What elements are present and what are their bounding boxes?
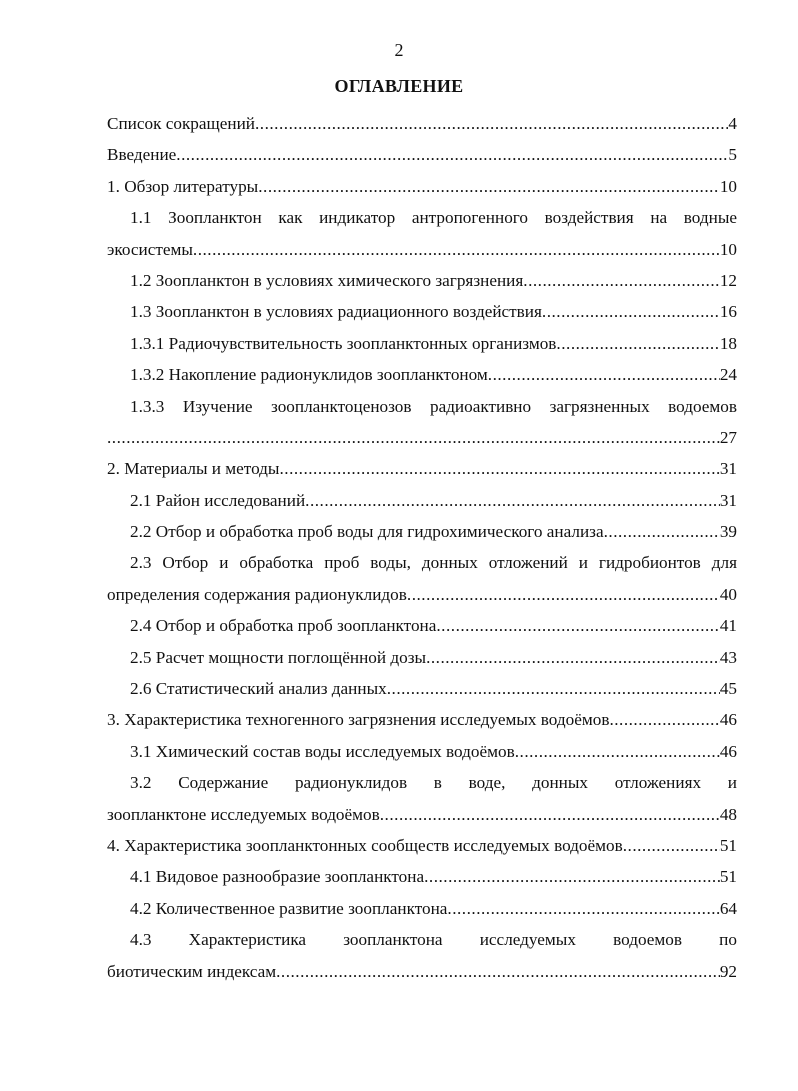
dot-leader bbox=[276, 956, 720, 987]
dot-leader bbox=[426, 642, 720, 673]
toc-entry-page: 43 bbox=[719, 647, 737, 667]
toc-word: Изучение bbox=[182, 396, 253, 416]
toc-entry-page: 48 bbox=[719, 804, 737, 824]
toc-entry-title: 2.2 Отбор и обработка проб воды для гидрохимического анализа bbox=[130, 522, 604, 542]
toc-entry-page: 18 bbox=[719, 333, 737, 353]
toc-entry-page: 39 bbox=[719, 522, 737, 542]
toc-word: 4.3 bbox=[130, 930, 152, 950]
toc-entry[interactable] bbox=[107, 328, 737, 359]
toc-word: зоопланктоценозов bbox=[271, 396, 412, 416]
toc-word: воде, bbox=[468, 773, 506, 793]
toc-entry-title: 3. Характеристика техногенного загрязнения исследуемых водоёмов bbox=[107, 710, 610, 730]
toc-entry-title: определения содержания радионуклидов bbox=[107, 584, 407, 604]
toc-word: индикатор bbox=[319, 208, 396, 228]
toc-word: в bbox=[433, 773, 442, 793]
toc-entry-page: 40 bbox=[719, 584, 737, 604]
toc-entry-title: биотическим индексам bbox=[107, 961, 277, 981]
toc-word: проб bbox=[324, 553, 360, 573]
toc-entry-title: 1.3.2 Накопление радионуклидов зоопланктоном bbox=[130, 365, 488, 385]
toc-entry-page: 92 bbox=[719, 961, 737, 981]
toc-entry-title: 2.6 Статистический анализ данных bbox=[130, 679, 387, 699]
toc-entry-title: 1. Обзор литературы bbox=[107, 176, 259, 196]
toc-entry-title: 1.3 Зоопланктон в условиях радиационного воздействия bbox=[130, 302, 542, 322]
toc-entry[interactable] bbox=[107, 265, 737, 296]
toc-entry-page: 31 bbox=[719, 459, 737, 479]
toc-entry[interactable] bbox=[107, 861, 737, 892]
toc-entry-page: 24 bbox=[719, 365, 737, 385]
dot-leader bbox=[380, 799, 720, 830]
toc-word: исследуемых bbox=[479, 930, 576, 950]
toc-word: воздействия bbox=[544, 208, 634, 228]
toc-entry-line bbox=[107, 202, 737, 233]
toc-entry-page: 45 bbox=[719, 679, 737, 699]
toc-word: как bbox=[278, 208, 303, 228]
toc-entry-page: 64 bbox=[719, 898, 737, 918]
toc-entry-page: 46 bbox=[719, 741, 737, 761]
toc-word: 2.3 bbox=[130, 553, 152, 573]
toc-entry[interactable] bbox=[107, 704, 737, 735]
dot-leader bbox=[623, 830, 720, 861]
toc-entry[interactable] bbox=[107, 234, 737, 265]
toc-entry-line bbox=[107, 767, 737, 798]
toc-word: радионуклидов bbox=[294, 773, 408, 793]
toc-entry[interactable] bbox=[107, 296, 737, 327]
toc-word: антропогенного bbox=[411, 208, 529, 228]
toc-word: 1.1 bbox=[130, 208, 152, 228]
toc-word: и bbox=[578, 553, 588, 573]
toc-word: и bbox=[219, 553, 229, 573]
toc-word: водные bbox=[683, 208, 737, 228]
toc-entry[interactable] bbox=[107, 893, 737, 924]
toc-word: донных bbox=[421, 553, 478, 573]
toc-entry-title: Список сокращений bbox=[107, 114, 255, 133]
toc-word: водоемов bbox=[668, 396, 737, 416]
toc-word: Характеристика bbox=[188, 930, 307, 950]
dot-leader bbox=[305, 485, 720, 516]
toc-entry-title: 2.5 Расчет мощности поглощённой дозы bbox=[130, 647, 427, 667]
toc-entry[interactable] bbox=[107, 516, 737, 547]
toc-entry-title: 3.1 Химический состав воды исследуемых водоёмов bbox=[130, 741, 515, 761]
toc-entry-title: 2. Материалы и методы bbox=[107, 459, 280, 479]
dot-leader bbox=[407, 579, 720, 610]
toc-entry-line bbox=[107, 547, 737, 578]
dot-leader bbox=[176, 139, 728, 170]
toc-word: Отбор bbox=[162, 553, 209, 573]
toc-entry-page: 5 bbox=[728, 145, 737, 165]
dot-leader bbox=[424, 861, 720, 892]
toc-entry-title: экосистемы bbox=[107, 239, 193, 259]
dot-leader bbox=[107, 422, 720, 453]
toc-entry-page: 16 bbox=[719, 302, 737, 322]
toc-word: Зоопланктон bbox=[168, 208, 262, 228]
dot-leader bbox=[609, 704, 719, 735]
toc-entry[interactable] bbox=[107, 171, 737, 202]
toc-entry-page: 51 bbox=[719, 867, 737, 887]
toc-entry-title: 1.2 Зоопланктон в условиях химического загрязнения bbox=[130, 270, 524, 290]
toc-word: Содержание bbox=[178, 773, 269, 793]
toc-word: воды, bbox=[370, 553, 411, 573]
toc-entry[interactable] bbox=[107, 422, 737, 453]
toc-entry[interactable] bbox=[107, 579, 737, 610]
dot-leader bbox=[604, 516, 720, 547]
toc-entry-page: 46 bbox=[719, 710, 737, 730]
toc-entry-title: 2.4 Отбор и обработка проб зоопланктона bbox=[130, 616, 437, 636]
toc-entry-page: 31 bbox=[719, 490, 737, 510]
dot-leader bbox=[488, 359, 720, 390]
toc-word: водоемов bbox=[613, 930, 682, 950]
dot-leader bbox=[193, 234, 720, 265]
toc-word: обработка bbox=[239, 553, 314, 573]
toc-entry[interactable] bbox=[107, 956, 737, 987]
toc-word: загрязненных bbox=[549, 396, 650, 416]
toc-entry[interactable] bbox=[107, 610, 737, 641]
toc-entry-title: 4.2 Количественное развитие зоопланктона bbox=[130, 898, 448, 918]
toc-entry[interactable] bbox=[107, 642, 737, 673]
toc-entry-line bbox=[107, 391, 737, 422]
toc-entry-page: 41 bbox=[719, 616, 737, 636]
toc-word: отложениях bbox=[614, 773, 702, 793]
dot-leader bbox=[447, 893, 719, 924]
toc-entry-page: 10 bbox=[719, 176, 737, 196]
toc-word: гидробионтов bbox=[598, 553, 701, 573]
dot-leader bbox=[279, 453, 719, 484]
dot-leader bbox=[556, 328, 719, 359]
toc-entry[interactable] bbox=[107, 359, 737, 390]
dot-leader bbox=[515, 736, 720, 767]
toc-entry[interactable] bbox=[107, 139, 737, 170]
page-number: 2 bbox=[394, 40, 404, 60]
toc-title: ОГЛАВЛЕНИЕ bbox=[334, 76, 464, 96]
toc-entry-line bbox=[107, 924, 737, 955]
toc-word: донных bbox=[532, 773, 588, 793]
toc-entry[interactable] bbox=[107, 736, 737, 767]
toc-entry[interactable] bbox=[107, 799, 737, 830]
toc-word: зоопланктона bbox=[343, 930, 443, 950]
toc-entry-page: 51 bbox=[719, 835, 737, 855]
toc-entry[interactable] bbox=[107, 485, 737, 516]
toc-word: по bbox=[719, 930, 737, 950]
dot-leader bbox=[436, 610, 719, 641]
toc-word: на bbox=[650, 208, 668, 228]
toc-entry-title: 4.1 Видовое разнообразие зоопланктона bbox=[130, 867, 425, 887]
toc-entry-title: 1.3.1 Радиочувствительность зоопланктонных организмов bbox=[130, 333, 557, 353]
toc-entry[interactable] bbox=[107, 453, 737, 484]
table-of-contents bbox=[107, 108, 737, 987]
toc-entry-title: зоопланктоне исследуемых водоёмов bbox=[107, 804, 380, 824]
dot-leader bbox=[542, 296, 720, 327]
dot-leader bbox=[523, 265, 720, 296]
toc-entry-title: 2.1 Район исследований bbox=[130, 490, 306, 510]
toc-word: 3.2 bbox=[130, 773, 152, 793]
toc-word: для bbox=[711, 553, 737, 573]
toc-word: 1.3.3 bbox=[130, 396, 165, 416]
toc-word: радиоактивно bbox=[429, 396, 532, 416]
toc-word: отложений bbox=[488, 553, 568, 573]
toc-entry-page: 10 bbox=[719, 239, 737, 259]
toc-entry[interactable] bbox=[107, 830, 737, 861]
toc-entry[interactable] bbox=[107, 108, 737, 139]
dot-leader bbox=[258, 171, 720, 202]
toc-entry-page: 4 bbox=[728, 114, 737, 133]
dot-leader bbox=[387, 673, 720, 704]
toc-entry[interactable] bbox=[107, 673, 737, 704]
toc-word: и bbox=[727, 773, 737, 793]
toc-entry-title: 4. Характеристика зоопланктонных сообществ исследуемых водоёмов bbox=[107, 835, 623, 855]
dot-leader bbox=[255, 108, 728, 139]
toc-entry-page: 12 bbox=[719, 270, 737, 290]
toc-entry-page: 27 bbox=[719, 427, 737, 447]
toc-entry-title: Введение bbox=[107, 145, 177, 165]
